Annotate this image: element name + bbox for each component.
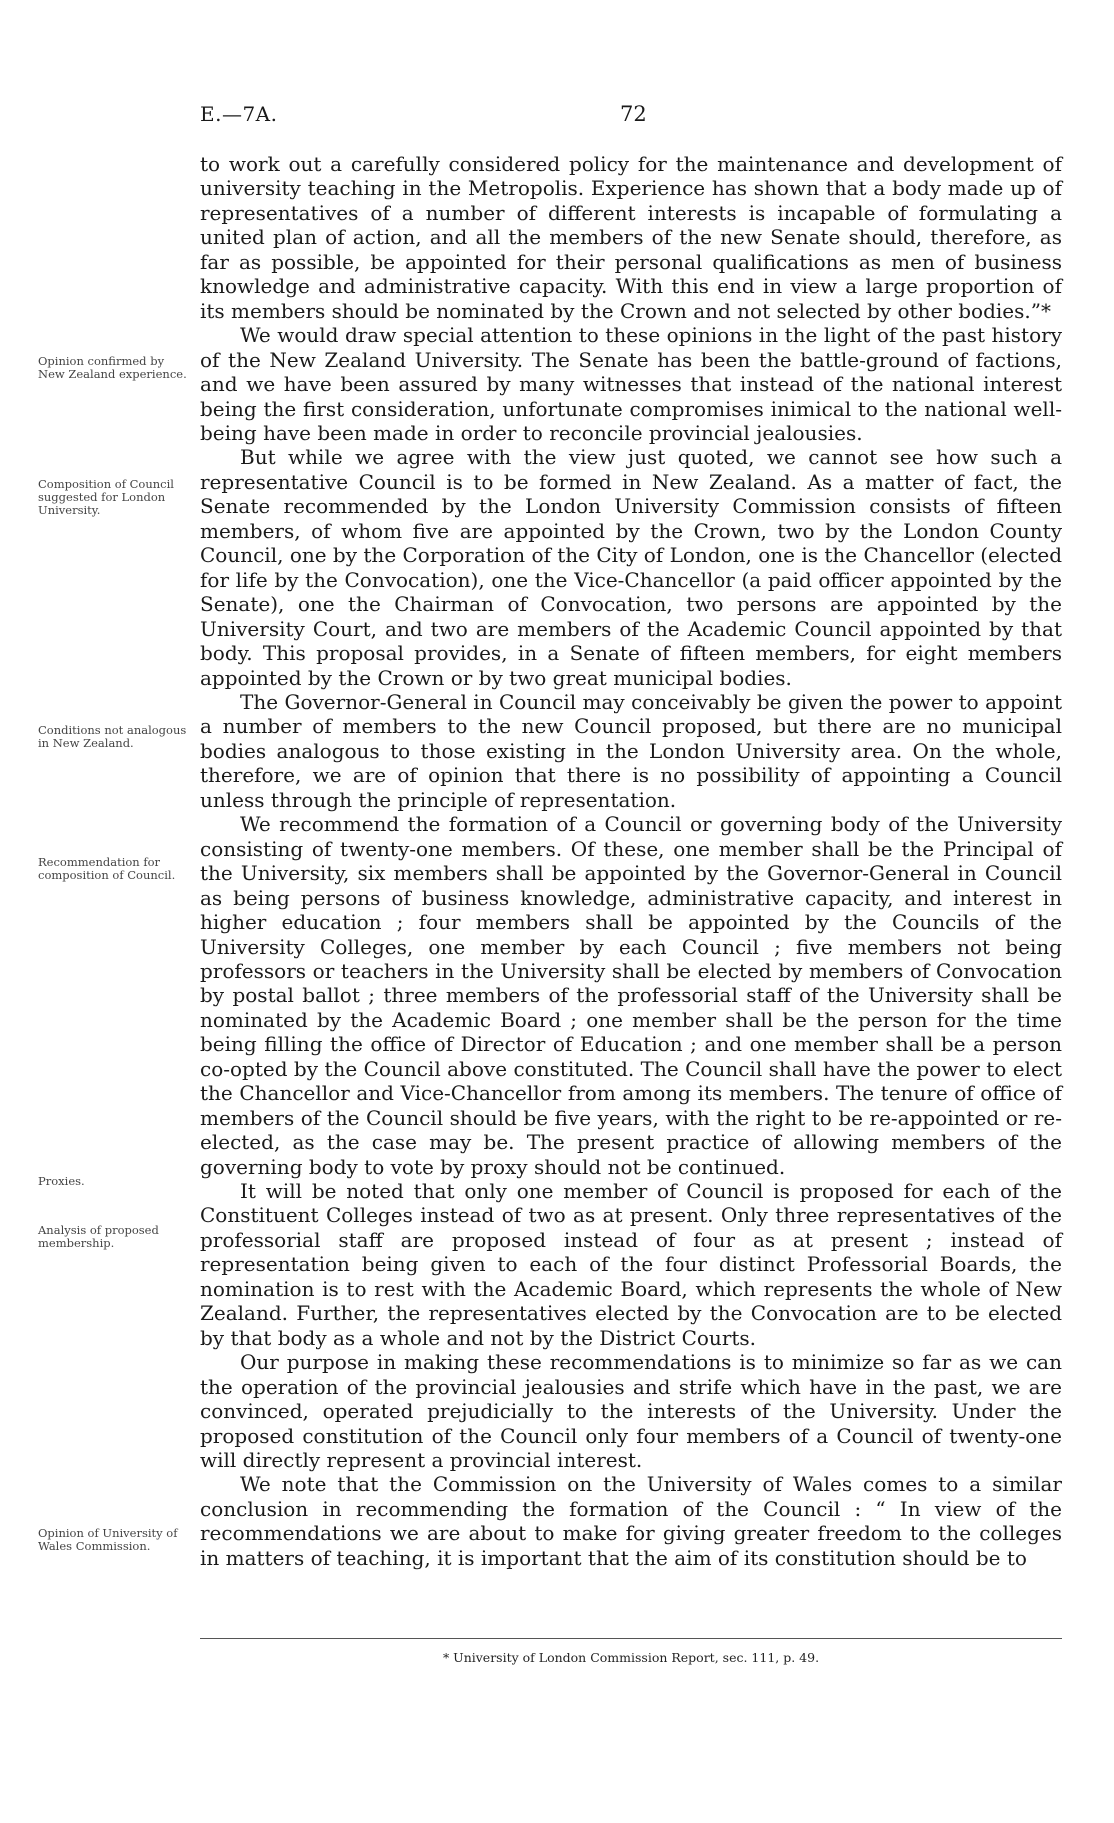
paragraph-purpose: Our purpose in making these recommendations is to minimize so far as we can the operation of the provincial jealousies and strife which have in the past, we are convinced, operated prejudicially to the interests of the University. Under the proposed constitution of the Council only four members of a Council of twenty-one will directly represent a provincial interest.: [200, 1350, 1062, 1473]
paragraph-analysis: It will be noted that only one member of Council is proposed for each of the Constituent Colleges instead of two as at present. Only three representatives of the professorial staff are proposed instead of four as at present ; instead of representation being given to each of the four distinct Professorial Boards, the nomination is to rest with the Academic Board, which represents the whole of New Zealand. Further, the representatives elected by the Convocation are to be elected by that body as a whole and not by the District Courts.: [200, 1179, 1062, 1350]
body-text: [200, 152, 1062, 1570]
paragraph-london-senate: But while we agree with the view just quoted, we cannot see how such a representative Council is to be formed in New Zealand. As a matter of fact, the Senate recommended by the London University Commission consists of fifteen members, of whom five are appointed by the Crown, two by the London County Council, one by the Corporation of the City of London, one is the Chancellor (elected for life by the Convocation), one the Vice-Chancellor (a paid officer appointed by the Senate), one the Chairman of Convocation, two persons are appointed by the University Court, and two are members of the Academic Council appointed by that body. This proposal provides, in a Senate of fifteen members, for eight members appointed by the Crown or by two great municipal bodies.: [200, 445, 1062, 690]
margin-note-opinion-confirmed: Opinion confirmed by New Zealand experience.: [38, 354, 187, 381]
paragraph-not-analogous: The Governor-General in Council may conceivably be given the power to appoint a number of members to the new Council proposed, but there are no municipal bodies analogous to those existing in the London University area. On the whole, therefore, we are of opinion that there is no possibility of appointing a Council unless through the principle of representation.: [200, 689, 1062, 812]
margin-note-recommendation-composition: Recommendation for composition of Council.: [38, 855, 176, 882]
footnote-divider: [200, 1638, 1062, 1639]
paragraph-quote-continuation: to work out a carefully considered policy for the maintenance and development of university teaching in the Metropolis. Experience has shown that a body made up of representatives of a number of different interests is incapable of formulating a united plan of action, and all the members of the new Senate should, therefore, as far as possible, be appointed for their personal qualifications as men of business knowledge and administrative capacity. With this end in view a large proportion of its members should be nominated by the Crown and not selected by other bodies.”*: [200, 152, 1062, 323]
paragraph-recommendation: We recommend the formation of a Council or governing body of the University consisting of twenty-one members. Of these, one member shall be the Principal of the University, six members shall be appointed by the Governor-General in Council as being persons of business knowledge, administrative capacity, and interest in higher education ; four members shall be appointed by the Councils of the University Colleges, one member by each Council ; five members not being professors or teachers in the University shall be elected by members of Convocation by postal ballot ; three members of the professorial staff of the University shall be nominated by the Academic Board ; one member shall be the person for the time being filling the office of Director of Education ; and one member shall be a person co-opted by the Council above constituted. The Council shall have the power to elect the Chancellor and Vice-Chancellor from among its members. The tenure of office of members of the Council should be five years, with the right to be re-appointed or re-elected, as the case may be. The present practice of allowing members of the governing body to vote by proxy should not be continued.: [200, 812, 1062, 1179]
margin-note-wales-commission: Opinion of University of Wales Commission.: [38, 1526, 178, 1553]
paragraph-wales-commission: We note that the Commission on the University of Wales comes to a similar conclusion in recommending the formation of the Council : “ In view of the recommendations we are about to make for giving greater freedom to the colleges in matters of teaching, it is important that the aim of its constitution should be to: [200, 1472, 1062, 1570]
footnote: * University of London Commission Report, sec. 111, p. 49.: [442, 1650, 820, 1665]
running-header: [200, 102, 1060, 132]
margin-note-proxies: Proxies.: [38, 1174, 85, 1188]
margin-note-analysis-membership: Analysis of proposed membership.: [38, 1223, 159, 1250]
margin-note-conditions-not-analogous: Conditions not analogous in New Zealand.: [38, 723, 187, 750]
margin-note-composition-london: Composition of Council suggested for London University.: [38, 477, 174, 517]
page-number: 72: [620, 102, 647, 126]
paragraph-opinion-confirmed: We would draw special attention to these opinions in the light of the past history of the New Zealand University. The Senate has been the battle-ground of factions, and we have been assured by many witnesses that instead of the national interest being the first consideration, unfortunate compromises inimical to the national well-being have been made in order to reconcile provincial jealousies.: [200, 323, 1062, 445]
document-reference: E.—7A.: [200, 102, 278, 126]
